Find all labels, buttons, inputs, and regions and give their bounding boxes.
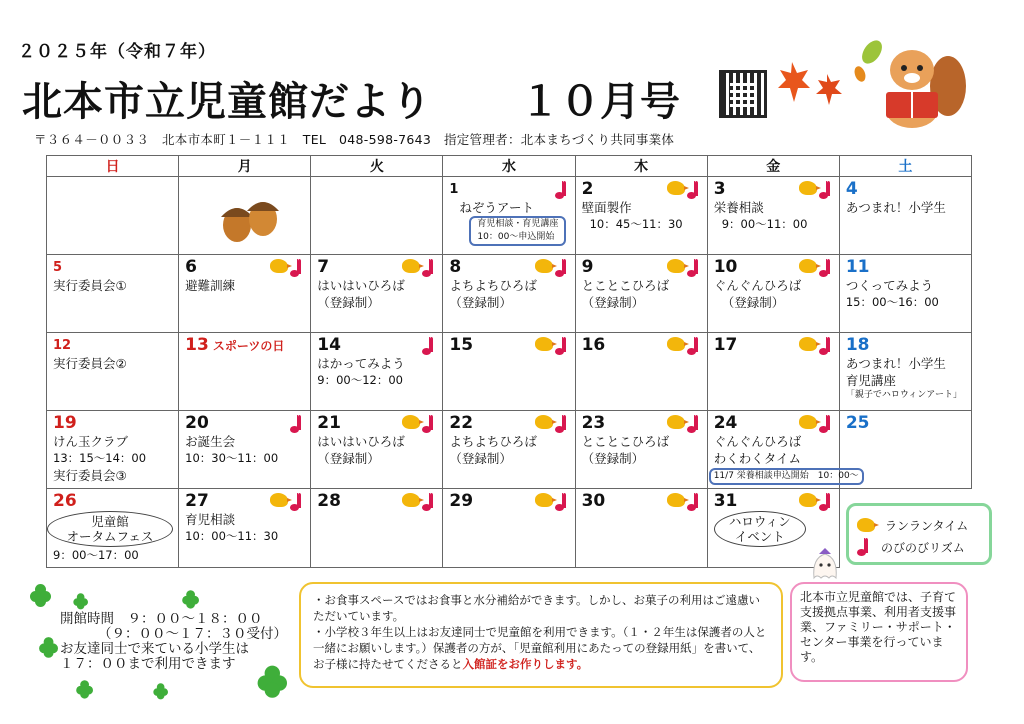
event-time: 10：30～11：00 (185, 451, 279, 465)
day-number: 14 (317, 335, 341, 355)
event-cloud (47, 511, 173, 547)
activity-icons (667, 337, 701, 355)
music-note-icon (819, 181, 833, 199)
clover-icon (30, 584, 52, 606)
music-note-icon (555, 337, 569, 355)
week-row (47, 255, 972, 333)
event-label-2: 実行委員会③ (53, 468, 127, 483)
day-cell (311, 489, 443, 568)
event-sub: （登録制） (449, 295, 512, 310)
day-number: 12 (53, 338, 72, 353)
weekday-fri: 金 (707, 156, 839, 177)
weekday-sat: 土 (839, 156, 971, 177)
day-cell (47, 333, 179, 411)
day-number: 29 (449, 491, 474, 511)
weekday-tue: 火 (311, 156, 443, 177)
bird-icon (270, 259, 288, 273)
activity-icons (799, 415, 833, 433)
event-label: 実行委員会② (53, 356, 127, 371)
day-cell (179, 411, 311, 489)
day-number: 3 (713, 179, 726, 199)
event-label: 栄養相談 (713, 200, 764, 215)
event-label: とことこひろば (581, 278, 670, 293)
event-time: 9：00～12：00 (317, 373, 403, 387)
services-info: 北本市立児童館では、子育て支援拠点事業、利用者支援事業、ファミリー・サポート・センター事業を行っています。 (790, 582, 968, 682)
event-label: よちよちひろば (449, 434, 537, 449)
music-note-icon (819, 337, 833, 355)
squirrel-reading-icon (872, 40, 968, 132)
year-label: ２０２５年（令和７年） (18, 42, 216, 62)
music-note-icon (687, 415, 701, 433)
bird-icon (402, 415, 420, 429)
hours-line: １７：００まで利用できます (60, 656, 236, 672)
event-label: けん玉クラブ (53, 434, 129, 449)
bird-icon (667, 259, 685, 273)
legend-label: ランランタイム (885, 518, 969, 533)
bird-icon (799, 493, 817, 507)
day-number: 21 (317, 413, 341, 433)
music-note-icon (555, 259, 569, 277)
activity-icons (555, 181, 569, 199)
notice-line: 育児相談・育児講座 (477, 219, 559, 229)
notice-line: 10：00～申込開始 (477, 232, 555, 242)
event-sub: （登録制） (317, 295, 380, 310)
day-cell (839, 255, 971, 333)
activity-icons (270, 493, 304, 511)
holiday-label: スポーツの日 (212, 339, 285, 353)
music-note-icon (555, 493, 569, 511)
music-note-icon (422, 493, 436, 511)
day-cell (575, 411, 707, 489)
day-cell (179, 489, 311, 568)
music-note-icon (819, 493, 833, 511)
event-note: 「親子でハロウィンアート」 (845, 390, 963, 400)
legend-label: のびのびリズム (881, 540, 965, 555)
clover-icon (153, 683, 168, 698)
day-number: 6 (185, 257, 197, 277)
event-label: あつまれ！小学生 (845, 356, 946, 371)
event-time: 9：00～11：00 (721, 217, 808, 231)
event-time: 10：00～11：30 (185, 529, 279, 543)
issue-label: １０月号 (520, 79, 680, 125)
day-cell (575, 333, 707, 411)
day-cell (47, 255, 179, 333)
bird-icon (667, 181, 685, 195)
ghost-icon (810, 548, 840, 582)
event-sub: （登録制） (581, 295, 645, 310)
event-time: 10：45～11：30 (589, 217, 683, 231)
weekday-thu: 木 (575, 156, 707, 177)
event-label: 避難訓練 (185, 278, 236, 293)
cloud-line: イベント (734, 529, 785, 544)
day-number: 24 (713, 413, 738, 433)
bird-icon (857, 518, 875, 532)
music-note-icon (687, 337, 701, 355)
hours-line: （９：００～１７：３０受付） (98, 626, 287, 642)
event-label: ねぞうアート (459, 200, 535, 215)
bird-icon (535, 337, 553, 351)
event-label: はかってみよう (317, 356, 405, 371)
activity-icons (799, 181, 833, 199)
acorn-icon (215, 187, 285, 247)
bird-icon (799, 181, 817, 195)
event-label: お誕生会 (185, 434, 236, 449)
notice-box: 11/7 栄養相談申込開始 10：00～ (709, 468, 864, 485)
event-label: はいはいひろば (317, 434, 405, 449)
event-time: 9：00～17：00 (53, 548, 139, 562)
activity-icons (535, 337, 569, 355)
activity-icons (402, 415, 436, 433)
day-cell (443, 489, 575, 568)
day-number: 17 (713, 335, 738, 355)
day-cell (707, 177, 839, 255)
address-line: 〒３６４－００３３ 北本市本町１－１１１ TEL 048-598-7643 指定管理者：北本まちづくり共同事業体 (34, 132, 675, 147)
bird-icon (402, 493, 420, 507)
activity-icons (799, 259, 833, 277)
notice-box (469, 216, 566, 246)
day-number: 1 (449, 182, 459, 197)
day-cell-empty (311, 177, 443, 255)
day-cell (707, 255, 839, 333)
day-number: 16 (581, 335, 606, 355)
day-number: 2 (581, 179, 594, 199)
day-number: 7 (317, 257, 330, 277)
day-number: 20 (185, 413, 209, 433)
activity-icons (270, 259, 304, 277)
day-cell (47, 489, 179, 568)
day-cell (707, 333, 839, 411)
day-number: 25 (845, 413, 870, 433)
event-label: 実行委員会① (53, 278, 127, 293)
hours-line: 開館時間 ９：００～１８：００ (60, 611, 263, 627)
activity-icons (667, 493, 701, 511)
bird-icon (402, 259, 420, 273)
event-sub: （登録制） (317, 451, 380, 466)
activity-icons (535, 493, 569, 511)
clover-icon (76, 680, 94, 698)
notice-text: ・小学校３年生以上はお友達同士で児童館を利用できます。（１・２年生は保護者の人と一緒にお願いします。）保護者の方が、「児童館利用にあたっての登録用紙」を書いて、お子様に持たせてくださると (313, 625, 767, 671)
event-label: あつまれ！小学生 (845, 200, 946, 215)
music-note-icon (290, 493, 304, 511)
day-number: 26 (53, 491, 77, 511)
day-number: 19 (53, 413, 77, 433)
notice-paragraph: ・お食事スペースではお食事と水分補給ができます。しかし、お菓子の利用はご遠慮いただいています。 (313, 593, 761, 623)
day-cell-empty (179, 177, 311, 255)
bird-icon (535, 259, 553, 273)
notice-paragraph-2 (313, 624, 769, 672)
day-cell (311, 255, 443, 333)
activity-icons (667, 415, 701, 433)
activity-icons (422, 337, 436, 355)
bird-icon (799, 259, 817, 273)
music-note-icon (687, 181, 701, 199)
bird-icon (667, 493, 685, 507)
music-note-icon (687, 493, 701, 511)
bird-icon (535, 415, 553, 429)
day-cell (311, 411, 443, 489)
event-sub: （登録制） (581, 451, 645, 466)
day-number: 4 (845, 179, 858, 199)
day-cell (839, 333, 971, 411)
day-number: 18 (845, 335, 870, 355)
cloud-line: ハロウィン (728, 514, 791, 529)
day-number: 8 (449, 257, 462, 277)
activity-icons (402, 493, 436, 511)
day-number: 10 (713, 257, 738, 277)
day-cell (575, 489, 707, 568)
day-cell (443, 411, 575, 489)
qr-code-icon (719, 70, 767, 118)
day-cell (443, 255, 575, 333)
event-label: とことこひろば (581, 434, 670, 449)
activity-legend (846, 503, 992, 565)
week-row (47, 177, 972, 255)
cloud-line: 児童館 (91, 514, 129, 529)
weekday-wed: 水 (443, 156, 575, 177)
day-number: 28 (317, 491, 341, 511)
event-label: ぐんぐんひろば (713, 278, 802, 293)
event-label: 育児相談 (185, 512, 236, 527)
day-number: 31 (713, 491, 738, 511)
day-number: 5 (53, 260, 63, 275)
day-cell-empty (47, 177, 179, 255)
event-label: よちよちひろば (449, 278, 537, 293)
day-number: 27 (185, 491, 209, 511)
event-label: 壁面製作 (581, 200, 632, 215)
music-note-icon (857, 538, 871, 556)
day-cell (839, 411, 971, 489)
clover-icon (182, 590, 200, 608)
bird-icon (667, 337, 685, 351)
music-note-icon (422, 259, 436, 277)
weekday-mon: 月 (179, 156, 311, 177)
music-note-icon (687, 259, 701, 277)
event-label: つくってみよう (845, 278, 934, 293)
music-note-icon (290, 259, 304, 277)
day-cell (839, 177, 971, 255)
opening-hours-panel (30, 582, 290, 714)
activity-icons (799, 337, 833, 355)
weekday-header-row (47, 156, 972, 177)
weekday-sun: 日 (47, 156, 179, 177)
newsletter-title: 北本市立児童館だより (22, 79, 432, 125)
activity-icons (667, 259, 701, 277)
music-note-icon (422, 337, 436, 355)
clover-icon (73, 593, 88, 608)
music-note-icon (290, 415, 304, 433)
day-number: 15 (449, 335, 474, 355)
day-cell (443, 333, 575, 411)
usage-notice (299, 582, 783, 688)
event-sub: （登録制） (449, 451, 512, 466)
activity-icons (290, 415, 304, 433)
day-number: 22 (449, 413, 474, 433)
bird-icon (799, 415, 817, 429)
event-cloud (714, 511, 806, 547)
bird-icon (667, 415, 685, 429)
notice-highlight: 入館証をお作りします。 (462, 657, 589, 671)
hours-line: お友達同士で来ている小学生は (60, 641, 249, 657)
week-row (47, 411, 972, 489)
day-cell (443, 177, 575, 255)
event-time: 15：00～16：00 (845, 295, 939, 309)
event-time: 13：15～14：00 (53, 451, 147, 465)
bird-icon (799, 337, 817, 351)
activity-icons (667, 181, 701, 199)
day-cell (47, 411, 179, 489)
day-cell (179, 333, 311, 411)
clover-icon (39, 637, 59, 657)
music-note-icon (555, 181, 569, 199)
day-number: 23 (581, 413, 606, 433)
day-cell (311, 333, 443, 411)
day-cell (179, 255, 311, 333)
music-note-icon (819, 415, 833, 433)
event-sub: （登録制） (721, 295, 785, 310)
bird-icon (535, 493, 553, 507)
event-label: ぐんぐんひろば (713, 434, 802, 449)
activity-icons (535, 415, 569, 433)
activity-icons (402, 259, 436, 277)
calendar-table (46, 155, 972, 568)
day-number: 9 (581, 257, 594, 277)
day-number: 11 (845, 257, 870, 277)
cloud-line: オータムフェス (66, 529, 154, 544)
activity-icons (535, 259, 569, 277)
music-note-icon (555, 415, 569, 433)
event-label-2: わくわくタイム (713, 451, 801, 466)
day-cell (575, 177, 707, 255)
day-number: 13 (185, 335, 209, 355)
event-label-2: 育児講座 (845, 373, 896, 388)
day-cell (575, 255, 707, 333)
activity-icons (799, 493, 833, 511)
music-note-icon (819, 259, 833, 277)
event-label: はいはいひろば (317, 278, 405, 293)
day-number: 30 (581, 491, 606, 511)
bird-icon (270, 493, 288, 507)
music-note-icon (422, 415, 436, 433)
week-row (47, 333, 972, 411)
